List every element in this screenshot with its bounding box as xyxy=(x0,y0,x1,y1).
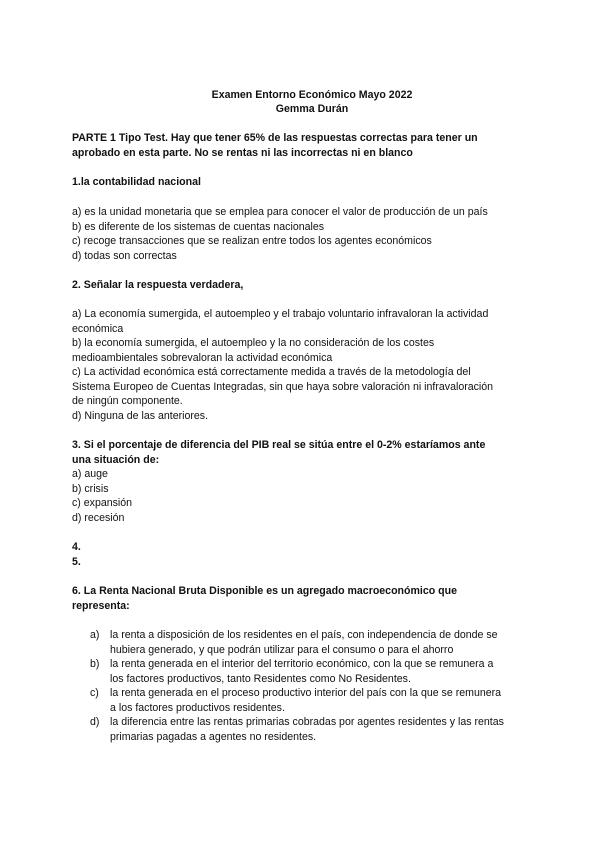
q6-option-text: la renta a disposición de los residentes en el país, con independencia de donde se xyxy=(110,629,498,641)
intro-paragraph xyxy=(72,131,542,160)
q1-option-a: a) es la unidad monetaria que se emplea para conocer el valor de producción de un país xyxy=(72,206,488,218)
q6-option-d xyxy=(90,715,550,744)
exam-author: Gemma Durán xyxy=(275,103,349,115)
q1-option-b: b) es diferente de los sistemas de cuentas nacionales xyxy=(72,220,325,233)
q2-question: 2. Señalar la respuesta verdadera, xyxy=(72,279,244,291)
q6-option-c xyxy=(90,686,550,715)
q2-line: económica xyxy=(72,322,124,335)
q3-options xyxy=(72,467,542,525)
exam-title: Examen Entorno Económico Mayo 2022 xyxy=(211,89,413,101)
q6-option-letter: d) xyxy=(90,716,100,728)
q6-option-letter: c) xyxy=(90,687,99,699)
q5-label: 5. xyxy=(72,556,81,568)
intro-line: aprobado en esta parte. No se rentas ni las incorrectas ni en blanco xyxy=(72,146,413,159)
q2-options xyxy=(72,307,542,423)
q6-option-letter: b) xyxy=(90,658,100,670)
q6-option-text: hubiera generado, y que podrán utilizar para el consumo o para el ahorro xyxy=(110,643,454,656)
q1-option-c: c) recoge transacciones que se realizan entre todos los agentes económicos xyxy=(72,235,432,247)
q6-options xyxy=(90,628,550,744)
q6-option-text: los factores productivos, tanto Residentes como No Residentes. xyxy=(110,672,411,685)
q1-option-d: d) todas son correctas xyxy=(72,249,177,262)
q3-option-d: d) recesión xyxy=(72,511,125,524)
q6-option-a xyxy=(90,628,550,657)
q2-line: de ningún componente. xyxy=(72,395,183,407)
q3-question-line: una situación de: xyxy=(72,453,160,466)
q6-option-text: la renta generada en el proceso productivo interior del país con la que se remunera xyxy=(110,687,502,699)
q6-option-text: a los factores productivos residentes. xyxy=(110,701,285,714)
q2-line: c) La actividad económica está correctamente medida a través de la metodología del xyxy=(72,366,471,378)
q1-question: 1.la contabilidad nacional xyxy=(72,176,201,188)
q2-line: medioambientales sobrevaloran la actividad económica xyxy=(72,351,333,364)
q4-label: 4. xyxy=(72,541,81,553)
q3-question xyxy=(72,438,542,467)
q3-option-b: b) crisis xyxy=(72,482,109,495)
q2-line: a) La economía sumergida, el autoempleo y el trabajo voluntario infravaloran la actividad xyxy=(72,308,489,320)
q2-line: Sistema Europeo de Cuentas Integradas, sin que haya sobre valoración ni infravaloración xyxy=(72,380,494,393)
q6-question-line: 6. La Renta Nacional Bruta Disponible es un agregado macroeconómico que xyxy=(72,585,457,597)
q2-line: b) la economía sumergida, el autoempleo y la no consideración de los costes xyxy=(72,337,435,349)
q2-line: d) Ninguna de las anteriores. xyxy=(72,409,209,422)
q6-option-text: primarias pagadas a agentes no residentes. xyxy=(110,730,317,743)
q6-option-text: la renta generada en el interior del territorio económico, con la que se remunera a xyxy=(110,658,494,670)
q6-option-b xyxy=(90,657,550,686)
q3-question-line: 3. Si el porcentaje de diferencia del PIB real se sitúa entre el 0-2% estaríamos ante xyxy=(72,439,486,451)
q6-option-text: la diferencia entre las rentas primarias cobradas por agentes residentes y las rentas xyxy=(110,716,504,728)
q6-question-line: representa: xyxy=(72,599,130,612)
q3-option-c: c) expansión xyxy=(72,497,133,509)
q1-options xyxy=(72,205,542,263)
document-header xyxy=(0,88,600,116)
q6-question xyxy=(72,584,542,613)
q3-option-a: a) auge xyxy=(72,468,108,480)
intro-line: PARTE 1 Tipo Test. Hay que tener 65% de las respuestas correctas para tener un xyxy=(72,132,478,144)
q6-option-letter: a) xyxy=(90,629,100,641)
